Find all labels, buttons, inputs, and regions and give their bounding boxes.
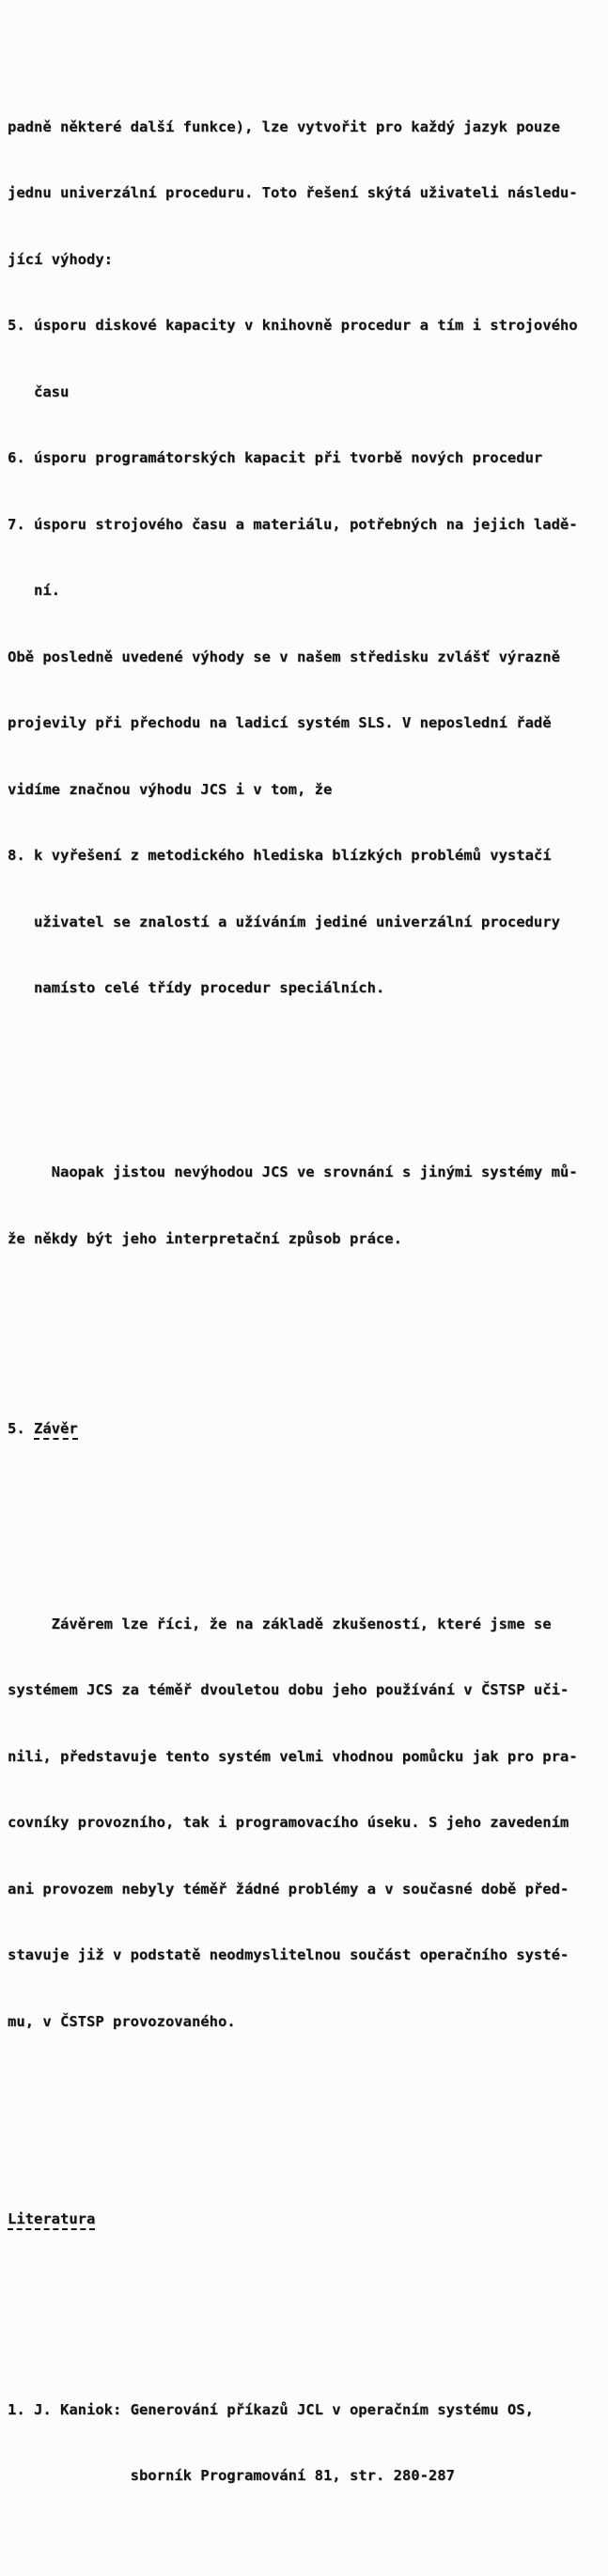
literature-section-heading: [8, 2164, 604, 2275]
section-title: Závěr: [34, 1420, 78, 1440]
list-item-8: 8. k vyřešení z metodického hlediska blízkých problémů vystačí: [8, 847, 552, 864]
text-line: projevily při přechodu na ladicí systém SLS. V neposlední řadě: [8, 714, 552, 731]
list-item-5: 5. úsporu diskové kapacity v knihovně procedur a tím i strojového: [8, 317, 578, 334]
text-line: že někdy být jeho interpretační způsob práce.: [8, 1229, 402, 1247]
text-line: stavuje již v podstatě neodmyslitelnou součást operačního systé-: [8, 1946, 569, 1963]
section-heading-line: [8, 2209, 604, 2231]
text-line: mu, v ČSTSP provozovaného.: [8, 2012, 236, 2030]
list-item-7: 7. úsporu strojového času a materiálu, potřebných na jejich ladě-: [8, 515, 578, 533]
text-line: Obě posledně uvedené výhody se v našem středisku zvlášť výrazně: [8, 648, 560, 665]
reference-item: 1. J. Kaniok: Generování příkazů JCL v operačním systému OS,: [8, 2400, 534, 2418]
list-item-5-continuation: času: [8, 382, 70, 400]
section-title: Literatura: [8, 2210, 95, 2230]
text-line: jednu univerzální proceduru. Toto řešení skýtá uživateli následu-: [8, 184, 578, 201]
text-line: nili, představuje tento systém velmi vhodnou pomůcku jak pro pra-: [8, 1747, 578, 1765]
list-item-8-continuation: uživatel se znalostí a užíváním jediné univerzální procedury: [8, 913, 560, 930]
text-line: systémem JCS za téměř dvouletou dobu jeho používání v ČSTSP uči-: [8, 1681, 569, 1698]
text-line: padně některé další funkce), lze vytvořit pro každý jazyk pouze: [8, 117, 560, 135]
text-line: covníky provozního, tak i programovacího úseku. S jeho zavedením: [8, 1814, 569, 1831]
section-heading-line: [8, 1418, 604, 1441]
paragraph-advantages: [8, 72, 604, 1044]
paragraph-conclusion: [8, 1569, 604, 2078]
list-item-7-continuation: ní.: [8, 582, 60, 599]
paragraph-disadvantage: [8, 1117, 604, 1294]
text-line: jící výhody:: [8, 250, 113, 268]
text-line: Závěrem lze říci, že na základě zkušeností, které jsme se: [8, 1615, 552, 1632]
list-item-8-continuation: namísto celé třídy procedur speciálních.: [8, 979, 385, 996]
section-number: 5.: [8, 1419, 34, 1437]
list-item-6: 6. úsporu programátorských kapacit při tvorbě nových procedur: [8, 449, 543, 466]
paragraph-references: [8, 2355, 604, 2532]
text-line: vidíme značnou výhodu JCS i v tom, že: [8, 780, 333, 798]
text-line: ani provozem nebyly téměř žádné problémy a v současné době před-: [8, 1880, 569, 1897]
text-line: Naopak jistou nevýhodou JCS ve srovnání s jinými systémy mů-: [8, 1163, 578, 1180]
conclusion-section-heading: [8, 1374, 604, 1485]
reference-item-continuation: sborník Programování 81, str. 280-287: [8, 2467, 455, 2484]
